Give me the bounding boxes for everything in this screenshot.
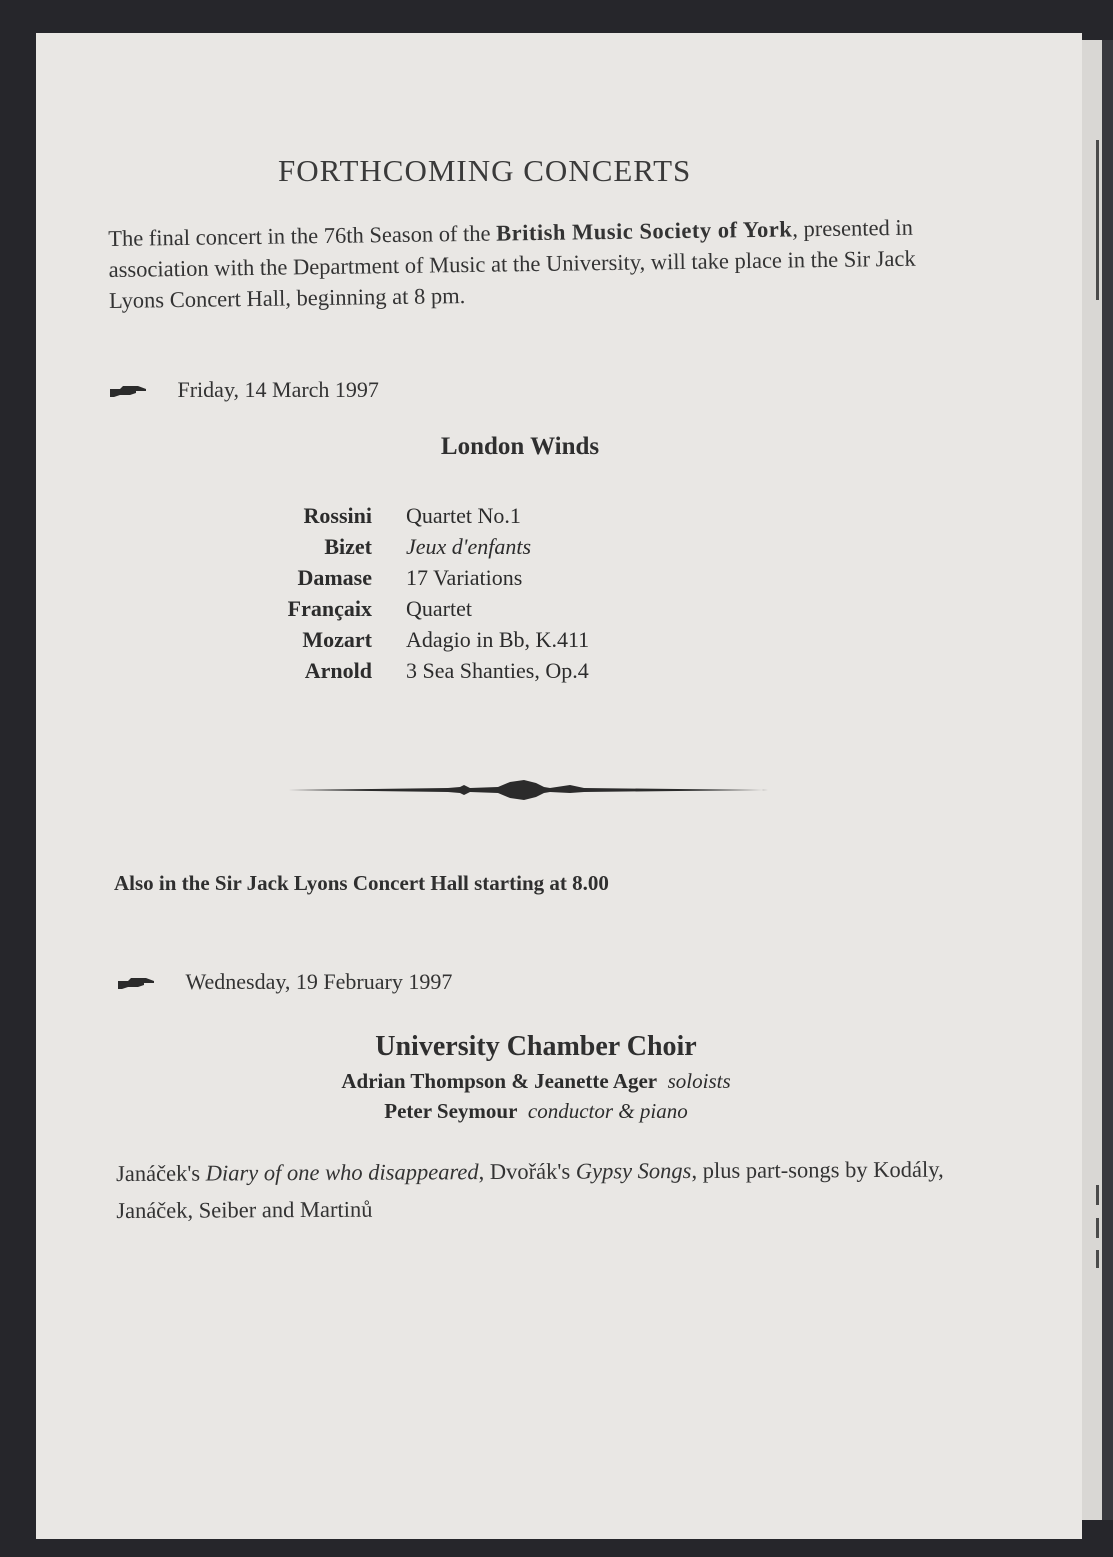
edge-mark (1096, 1218, 1099, 1238)
soloists-names: Adrian Thompson & Jeanette Ager (341, 1069, 658, 1093)
intro-text-1: The final concert in the 76th Season of the (108, 220, 497, 251)
composer-name: Françaix (287, 596, 372, 621)
composer-name: Damase (297, 565, 372, 590)
intro-text-2: , presented in association with the Department of Music at the University, will take place in the Sir Jack Lyons Concert Hall, beginning at 8 pm. (108, 214, 916, 313)
description-work-title: Gypsy Songs (575, 1157, 692, 1184)
pointing-hand-icon (108, 379, 148, 405)
conductor-role: conductor & piano (527, 1099, 688, 1123)
composer-name: Bizet (324, 534, 372, 559)
concert2-date: Wednesday, 19 February 1997 (185, 969, 453, 994)
page-title: FORTHCOMING CONCERTS (278, 153, 692, 188)
description-text: , plus part-songs by Kodály, Janáček, Seiber and Martinů (116, 1156, 944, 1223)
edge-mark (1096, 140, 1099, 300)
programme-row (236, 658, 656, 689)
programme-page (36, 33, 1082, 1539)
concert2-description (116, 1151, 966, 1229)
concert1-ensemble: London Winds (440, 433, 600, 460)
work-title: Quartet (406, 596, 472, 621)
decorative-rule-icon (288, 773, 768, 812)
intro-paragraph (108, 211, 969, 316)
also-heading: Also in the Sir Jack Lyons Concert Hall starting at 8.00 (114, 871, 609, 895)
page-edge-shadow (1102, 40, 1113, 1520)
programme-row (236, 503, 656, 534)
work-title: 3 Sea Shanties, Op.4 (406, 658, 589, 683)
edge-mark (1096, 1250, 1099, 1268)
programme-row (236, 534, 656, 565)
programme-row (236, 596, 656, 627)
society-name: British Music Society of York (496, 216, 793, 246)
composer-name: Rossini (303, 503, 372, 528)
conductor-line (236, 1099, 836, 1124)
concert1-date: Friday, 14 March 1997 (177, 377, 379, 402)
programme-row (236, 627, 656, 658)
work-title: 17 Variations (406, 565, 523, 590)
edge-mark (1096, 1185, 1099, 1205)
soloists-role: soloists (667, 1069, 731, 1093)
concert2-ensemble: University Chamber Choir (375, 1031, 697, 1062)
pointing-hand-icon (116, 971, 156, 997)
description-work-title: Diary of one who disappeared (205, 1159, 479, 1186)
concert1-date-line (108, 377, 379, 405)
concert2-date-line (116, 969, 452, 997)
work-title: Jeux d'enfants (406, 534, 532, 559)
composer-name: Arnold (304, 658, 372, 683)
soloists-line (236, 1069, 836, 1094)
page-edge (1082, 40, 1104, 1520)
programme-row (236, 565, 656, 596)
composer-name: Mozart (302, 627, 372, 652)
work-title: Adagio in Bb, K.411 (406, 627, 590, 652)
work-title: Quartet No.1 (406, 503, 521, 528)
conductor-name: Peter Seymour (384, 1099, 518, 1123)
description-text: , Dvořák's (478, 1158, 576, 1185)
description-text: Janáček's (116, 1160, 206, 1186)
